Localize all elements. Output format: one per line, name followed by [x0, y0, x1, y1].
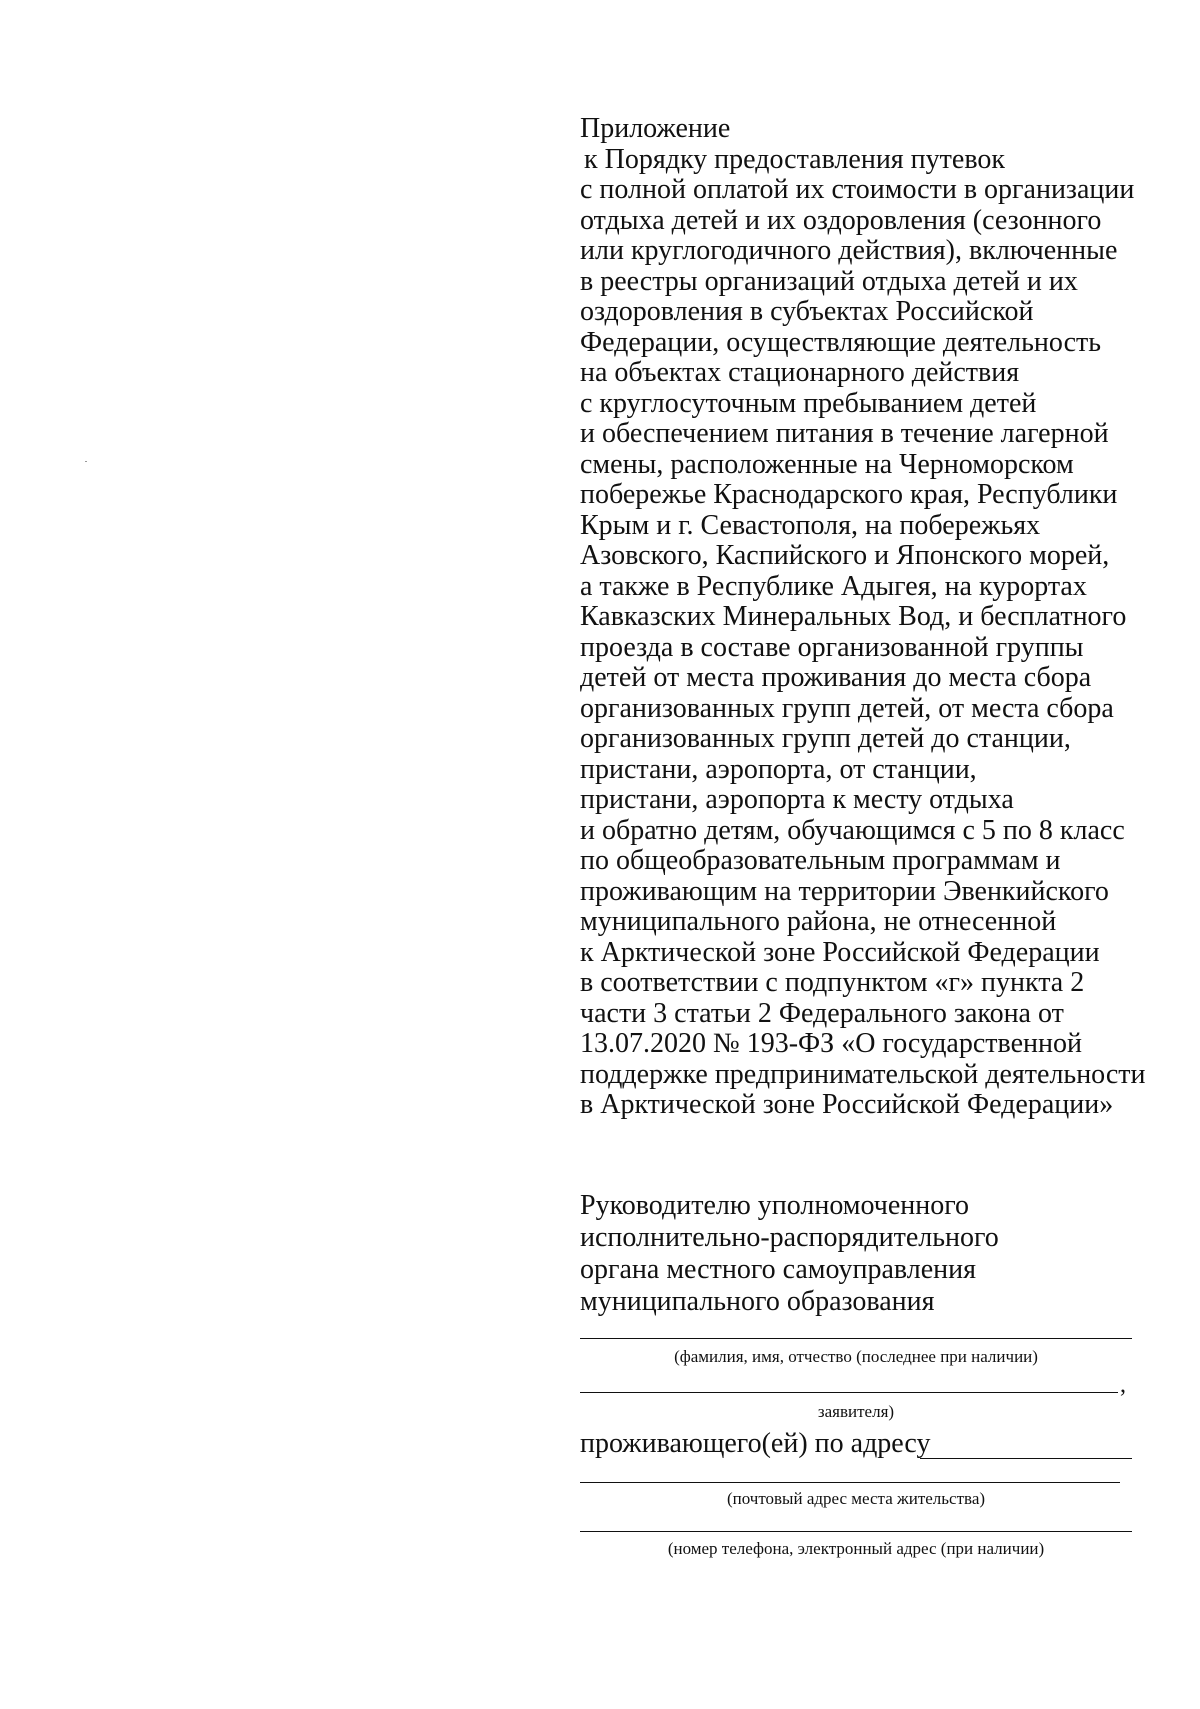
contact-caption: (номер телефона, электронный адрес (при наличии): [667, 1539, 1045, 1558]
addressee-line: Руководителю уполномоченного: [580, 1190, 970, 1221]
appendix-line: по общеобразовательным программам и: [580, 845, 1061, 876]
appendix-line: муниципального района, не отнесенной: [580, 906, 1057, 937]
appendix-line: или круглогодичного действия), включенные: [580, 235, 1118, 266]
applicant-field-comma: ,: [1120, 1372, 1126, 1398]
appendix-line: Крым и г. Севастополя, на побережьях: [580, 509, 1041, 541]
scan-speck: [85, 461, 87, 462]
fio-field-caption: (фамилия, имя, отчество (последнее при наличии): [674, 1347, 1038, 1366]
appendix-line: в Арктической зоне Российской Федерации»: [580, 1089, 1114, 1120]
appendix-line: пристани, аэропорта, от станции,: [580, 753, 977, 785]
addressee-line: муниципального образования: [580, 1286, 935, 1317]
postal-address-field-line[interactable]: [580, 1482, 1120, 1483]
postal-address-caption: (почтовый адрес места жительства): [726, 1489, 986, 1508]
appendix-line: Азовского, Каспийского и Японского морей,: [580, 540, 1110, 571]
addressee-line: исполнительно-распорядительного: [580, 1222, 999, 1253]
appendix-line: части 3 статьи 2 Федерального закона от: [580, 997, 1064, 1029]
addressee-line: органа местного самоуправления: [580, 1254, 976, 1285]
residence-label: проживающего(ей) по адресу: [580, 1428, 931, 1459]
appendix-line: Кавказских Минеральных Вод, и бесплатного: [580, 601, 1127, 632]
appendix-line: к Арктической зоне Российской Федерации: [580, 936, 1100, 968]
appendix-line: на объектах стационарного действия: [580, 357, 1020, 388]
addressee-block: [580, 1190, 999, 1318]
appendix-header: [580, 114, 1146, 1121]
appendix-line: и обеспечением питания в течение лагерной: [580, 418, 1109, 449]
appendix-title: Приложение: [580, 113, 731, 144]
appendix-line: организованных групп детей до станции,: [580, 723, 1071, 754]
appendix-line: Федерации, осуществляющие деятельность: [580, 326, 1102, 358]
appendix-line: с полной оплатой их стоимости в организации: [580, 174, 1135, 205]
appendix-line: в реестры организаций отдыха детей и их: [580, 265, 1078, 297]
appendix-line: а также в Республике Адыгея, на курортах: [580, 570, 1087, 602]
appendix-line: отдыха детей и их оздоровления (сезонного: [580, 204, 1102, 236]
fio-field-line[interactable]: [580, 1338, 1132, 1339]
appendix-line: 13.07.2020 № 193-ФЗ «О государственной: [580, 1028, 1082, 1059]
appendix-line: в соответствии с подпунктом «г» пункта 2: [580, 967, 1085, 998]
appendix-line: с круглосуточным пребыванием детей: [580, 387, 1037, 419]
appendix-line: и обратно детям, обучающимся с 5 по 8 класс: [580, 814, 1125, 846]
appendix-line: оздоровления в субъектах Российской: [580, 296, 1034, 327]
appendix-line: смены, расположенные на Черноморском: [580, 448, 1074, 480]
appendix-line: пристани, аэропорта к месту отдыха: [580, 784, 1014, 815]
appendix-line: побережье Краснодарского края, Республики: [580, 479, 1118, 510]
appendix-line: детей от места проживания до места сбора: [580, 662, 1092, 693]
appendix-line: проезда в составе организованной группы: [580, 631, 1084, 663]
appendix-line: организованных групп детей, от места сбора: [580, 692, 1114, 724]
appendix-line: поддержке предпринимательской деятельности: [580, 1058, 1146, 1090]
residence-field-line[interactable]: [920, 1458, 1132, 1459]
applicant-field-caption: заявителя): [817, 1402, 895, 1421]
appendix-line: проживающим на территории Эвенкийского: [580, 875, 1109, 907]
applicant-field-line[interactable]: [580, 1392, 1118, 1393]
contact-field-line[interactable]: [580, 1531, 1132, 1532]
appendix-line: к Порядку предоставления путевок: [584, 143, 1005, 175]
